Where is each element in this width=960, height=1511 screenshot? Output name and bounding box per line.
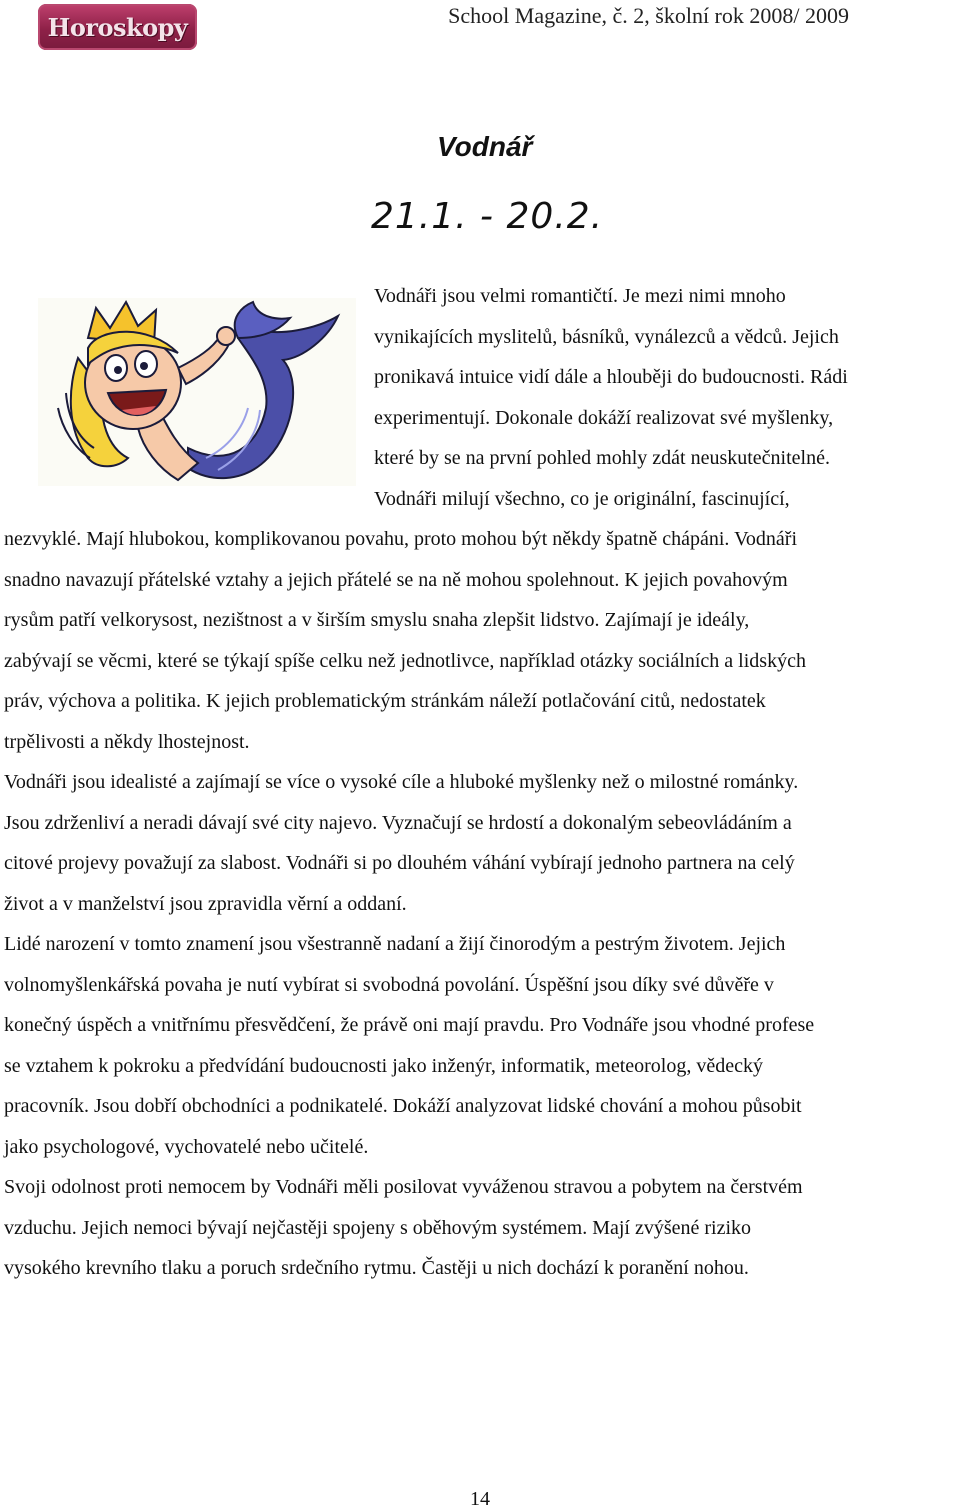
body-line: snadno navazují přátelské vztahy a jejich přátelé se na ně mohou spolehnout. K jejich povahovým (4, 568, 788, 591)
body-line: citové projevy považují za slabost. Vodnáři si po dlouhém váhání vybírají jednoho partnera na celý (4, 852, 795, 874)
body-line: jako psychologové, vychovatelé nebo učitelé. (4, 1135, 369, 1158)
body-line: Vodnáři jsou idealisté a zajímají se více o vysoké cíle a hluboké myšlenky než o milostné románky. (4, 771, 799, 793)
intro-line: Vodnáři milují všechno, co je originální, fascinující, (374, 487, 790, 510)
body-line: se vztahem k pokroku a předvídání budoucnosti jako inženýr, informatik, meteorolog, vědecký (4, 1054, 763, 1077)
body-line: rysům patří velkorysost, nezištnost a v širším smyslu snaha zlepšit lidstvo. Zajímají je ideály, (4, 609, 750, 631)
body-line: život a v manželství jsou zpravidla věrní a oddaní. (4, 892, 407, 915)
body-line: vzduchu. Jejich nemoci bývají nejčastěji spojeny s oběhovým systémem. Mají zvýšené riziko (4, 1216, 752, 1239)
body-line: Lidé narození v tomto znamení jsou všestranně nadaní a žijí činorodým a pestrým životem. Jejich (4, 933, 786, 955)
body-line: zabývají se věcmi, které se týkají spíše celku než jednotlivce, například otázky sociálních a lidských (4, 649, 806, 672)
intro-text (374, 276, 934, 519)
body-line: volnomyšlenkářská povaha je nutí vybírat si svobodná povolání. Úspěšní jsou díky své důvěře v (4, 973, 774, 996)
article-body (4, 519, 960, 1289)
body-line: vysokého krevního tlaku a poruch srdečního rytmu. Častěji u nich dochází k poranění nohou. (4, 1257, 749, 1279)
mermaid-icon (38, 298, 356, 486)
intro-line: vynikajících myslitelů, básníků, vynálezců a vědců. Jejich (374, 325, 839, 348)
body-line: práv, výchova a politika. K jejich problematickým stránkám náleží potlačování citů, nedostatek (4, 690, 766, 712)
intro-line: Vodnáři jsou velmi romantičtí. Je mezi nimi mnoho (374, 285, 786, 307)
body-line: Jsou zdrženliví a neradi dávají své city najevo. Vyznačují se hrdostí a dokonalým sebeovládáním a (4, 811, 792, 834)
intro-line: pronikavá intuice vidí dále a hlouběji do budoucnosti. Rádi (374, 366, 848, 388)
article-title: Vodnář (437, 131, 533, 162)
intro-line: které by se na první pohled mohly zdát neuskutečnitelné. (374, 447, 830, 469)
intro-line: experimentují. Dokonale dokáží realizovat své myšlenky, (374, 406, 834, 429)
body-line: konečný úspěch a vnitřnímu přesvědčení, že právě oni mají pravdu. Pro Vodnáře jsou vhodné profese (4, 1014, 815, 1036)
horoskopy-logo (38, 4, 197, 50)
body-line: pracovník. Jsou dobří obchodníci a podnikatelé. Dokáží analyzovat lidské chování a mohou působit (4, 1095, 802, 1117)
mermaid-illustration (38, 298, 356, 486)
logo-text: Horoskopy (47, 12, 188, 42)
page-number: 14 (470, 1488, 490, 1510)
body-line: trpělivosti a někdy lhostejnost. (4, 730, 250, 753)
magazine-header: School Magazine, č. 2, školní rok 2008/ 2009 (448, 3, 849, 28)
body-line: nezvyklé. Mají hlubokou, komplikovanou povahu, proto mohou být někdy špatně chápáni. Vodnáři (4, 528, 798, 550)
zodiac-dates: 21.1. - 20.2. (371, 196, 604, 237)
body-line: Svoji odolnost proti nemocem by Vodnáři měli posilovat vyváženou stravou a pobytem na čerstvém (4, 1176, 803, 1198)
